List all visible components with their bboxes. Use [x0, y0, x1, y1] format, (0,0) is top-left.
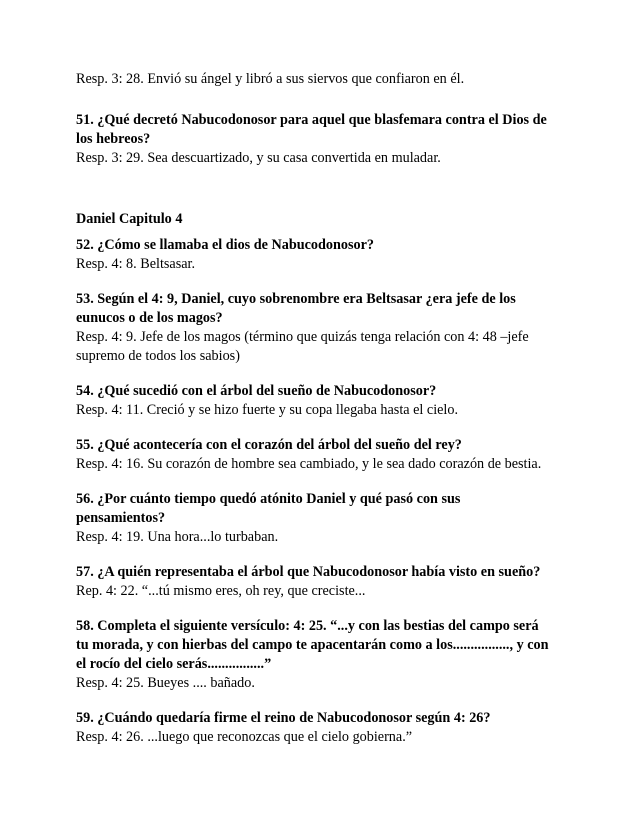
- answer-4-22: Rep. 4: 22. “...tú mismo eres, oh rey, que creciste...: [76, 583, 366, 599]
- question-58-line-1: 58. Completa el siguiente versículo: 4: 25. “...y con las bestias del campo será: [76, 618, 539, 634]
- answer-4-11: Resp. 4: 11. Creció y se hizo fuerte y su copa llegaba hasta el cielo.: [76, 402, 459, 418]
- section-heading: Daniel Capitulo 4: [76, 211, 183, 227]
- question-58-line-3: el rocío del cielo serás................”: [76, 656, 272, 672]
- answer-4-8: Resp. 4: 8. Beltsasar.: [76, 256, 196, 272]
- answer-4-19: Resp. 4: 19. Una hora...lo turbaban.: [76, 529, 279, 545]
- answer-3-28: Resp. 3: 28. Envió su ángel y libró a sus siervos que confiaron en él.: [76, 71, 465, 87]
- question-51-line-2: los hebreos?: [76, 131, 151, 147]
- answer-3-29: Resp. 3: 29. Sea descuartizado, y su casa convertida en muladar.: [76, 150, 441, 166]
- answer-4-25: Resp. 4: 25. Bueyes .... bañado.: [76, 675, 255, 691]
- question-54: 54. ¿Qué sucedió con el árbol del sueño de Nabucodonosor?: [76, 383, 437, 399]
- question-57: 57. ¿A quién representaba el árbol que Nabucodonosor había visto en sueño?: [76, 564, 541, 580]
- answer-4-9-line-2: supremo de todos los sabios): [76, 348, 240, 364]
- question-51-line-1: 51. ¿Qué decretó Nabucodonosor para aquel que blasfemara contra el Dios de: [76, 112, 547, 128]
- question-58-line-2: tu morada, y con hierbas del campo te apacentarán como a los................, y con: [76, 637, 549, 653]
- answer-4-16: Resp. 4: 16. Su corazón de hombre sea cambiado, y le sea dado corazón de bestia.: [76, 456, 542, 472]
- question-56-line-2: pensamientos?: [76, 510, 166, 526]
- question-53-line-2: eunucos o de los magos?: [76, 310, 223, 326]
- question-59: 59. ¿Cuándo quedaría firme el reino de Nabucodonosor según 4: 26?: [76, 710, 491, 726]
- answer-4-26: Resp. 4: 26. ...luego que reconozcas que el cielo gobierna.”: [76, 729, 413, 745]
- question-52: 52. ¿Cómo se llamaba el dios de Nabucodonosor?: [76, 237, 374, 253]
- question-56-line-1: 56. ¿Por cuánto tiempo quedó atónito Daniel y qué pasó con sus: [76, 491, 461, 507]
- question-55: 55. ¿Qué acontecería con el corazón del árbol del sueño del rey?: [76, 437, 462, 453]
- answer-4-9-line-1: Resp. 4: 9. Jefe de los magos (término que quizás tenga relación con 4: 48 –jefe: [76, 329, 529, 345]
- question-53-line-1: 53. Según el 4: 9, Daniel, cuyo sobrenombre era Beltsasar ¿era jefe de los: [76, 291, 516, 307]
